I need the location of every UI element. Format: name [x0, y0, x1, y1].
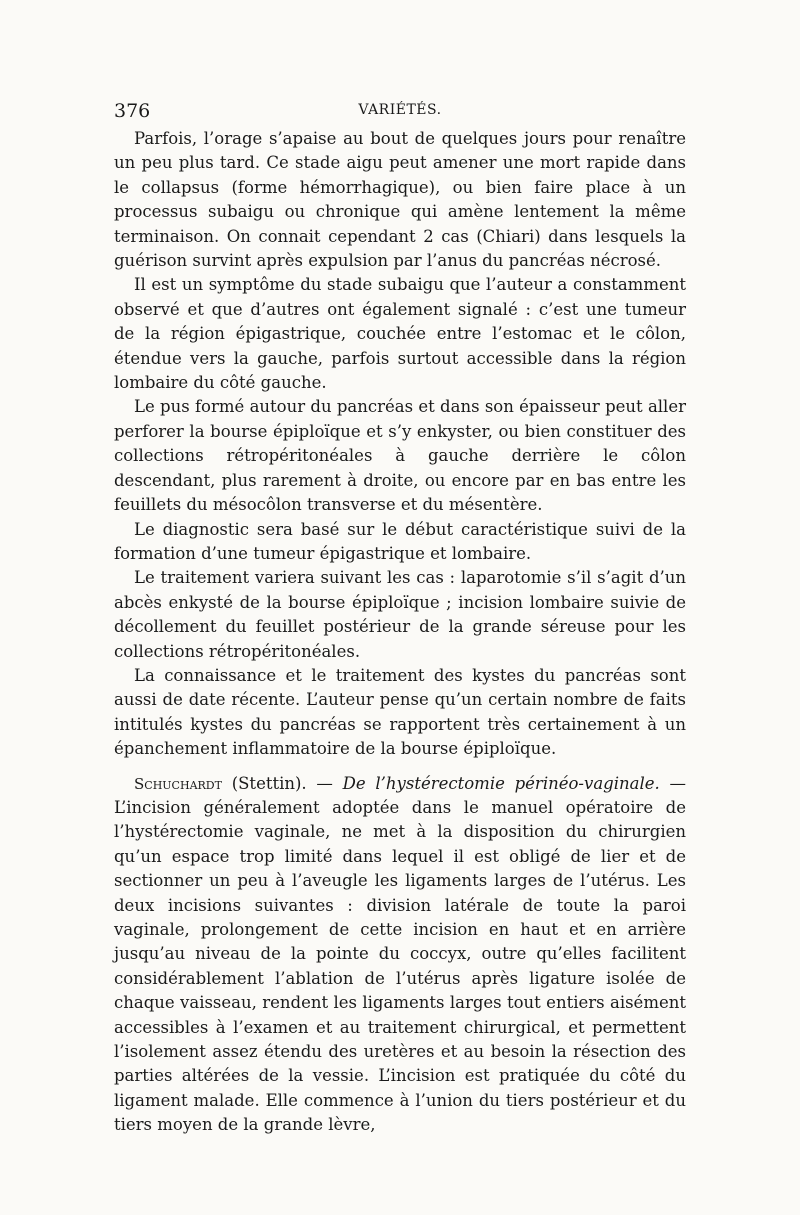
paragraph-3: Le pus formé autour du pancréas et dans son épaisseur peut aller perforer la bourse épiploïque et s’y enkyster, ou bien constituer des collections rétropéritonéales à gauche derrière le côlon descendant, plus rarement à droite, ou encore par en bas entre les feuillets du mésocôlon transverse et du mésentère.	[114, 397, 686, 515]
article-text: L’incision généralement adoptée dans le manuel opératoire de l’hystérectomie vaginale, ne met à la disposition du chirurgien qu’un espace trop limité dans lequel il est obligé de lier et de sectionner un peu à l’aveugle les ligaments larges de l’utérus. Les deux incisions suivantes : division latérale de toute la paroi vaginale, prolongement de cette incision en haut et en arrière jusqu’au niveau de la pointe du coccyx, outre qu’elles facilitent considérablement l’ablation de l’utérus après ligature isolée de chaque vaisseau, rendent les ligaments larges tout entiers aisément accessibles à l’examen et au traitement chirurgical, et permettent l’isolement assez étendu des uretères et au besoin la résection des parties altérées de la vessie. L’incision est pratiquée du côté du ligament malade. Elle commence à l’union du tiers postérieur et du tiers moyen de la grande lèvre,	[114, 797, 686, 1135]
article-dash: —	[659, 773, 686, 793]
paragraph-1: Parfois, l’orage s’apaise au bout de quelques jours pour renaître un peu plus tard. Ce stade aigu peut amener une mort rapide dans le collapsus (forme hémorrhagique), ou bien faire place à un processus subaigu ou chronique qui amène lentement la même terminaison. On connait cependant 2 cas (Chiari) dans lesquels la guérison survint après expulsion par l’anus du pancréas nécrosé.	[114, 129, 686, 271]
paragraph-4: Le diagnostic sera basé sur le début caractéristique suivi de la formation d’une tumeur épigastrique et lombaire.	[114, 519, 686, 563]
paragraph-6: La connaissance et le traitement des kystes du pancréas sont aussi de date récente. L’auteur pense qu’un certain nombre de faits intitulés kystes du pancréas se rapportent très certainement à un épanchement inflammatoire de la bourse épiploïque.	[114, 665, 686, 759]
section-gap	[114, 762, 686, 772]
article-author: Schuchardt	[134, 774, 222, 793]
paragraph-5: Le traitement variera suivant les cas : laparotomie s’il s’agit d’un abcès enkysté de la bourse épiploïque ; incision lombaire suivie de décollement du feuillet postérieur de la grande séreuse pour les collections rétropéritonéales.	[114, 568, 686, 661]
article-title: De l’hystérectomie périnéo-vaginale.	[342, 773, 660, 793]
article-location: (Stettin). —	[221, 773, 343, 793]
page-number: 376	[114, 100, 151, 122]
article-paragraph	[114, 772, 686, 1138]
page-header	[114, 100, 686, 124]
paragraph-2: Il est un symptôme du stade subaigu que l’auteur a constamment observé et que d’autres ont également signalé : c’est une tumeur de la région épigastrique, couchée entre l’estomac et le côlon, étendue vers la gauche, parfois surtout accessible dans la région lombaire du côté gauche.	[114, 275, 686, 393]
running-title: VARIÉTÉS.	[358, 102, 442, 118]
page-body	[114, 127, 686, 1138]
